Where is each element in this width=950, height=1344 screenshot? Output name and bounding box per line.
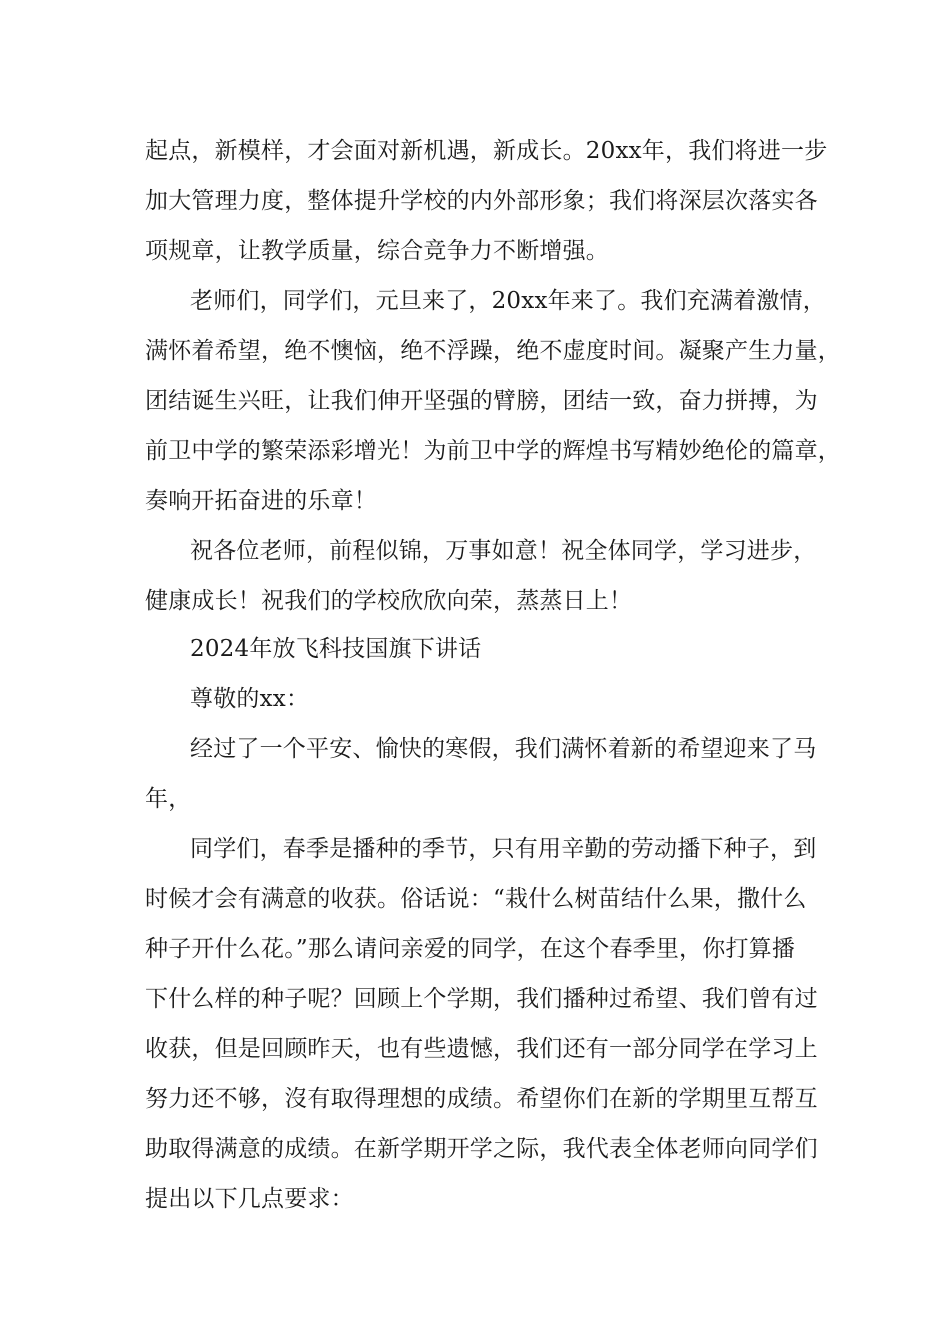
text-line: 年，	[145, 786, 192, 812]
text-line: 前卫中学的繁荣添彩增光！为前卫中学的辉煌书写精妙绝伦的篇章，	[145, 438, 841, 464]
text-line: 加大管理力度，整体提升学校的内外部形象；我们将深层次落实各	[145, 188, 818, 214]
text-line: 团结诞生兴旺，让我们伸开坚强的臂膀，团结一致，奋力拼搏，为	[145, 388, 818, 414]
text-line: 经过了一个平安、愉快的寒假，我们满怀着新的希望迎来了马	[190, 736, 817, 762]
text-line: 奏响开拓奋进的乐章！	[145, 488, 377, 514]
text-line: 满怀着希望，绝不懊恼，绝不浮躁，绝不虚度时间。凝聚产生力量，	[145, 338, 841, 364]
text-line: 同学们，春季是播种的季节，只有用辛勤的劳动播下种子，到	[190, 836, 817, 862]
text-line: 努力还不够，沒有取得理想的成绩。希望你们在新的学期里互帮互	[145, 1086, 818, 1112]
text-line: 提出以下几点要求：	[145, 1186, 354, 1212]
text-line: 起点，新模样，才会面对新机遇，新成长。20xx年，我们将进一步	[145, 138, 828, 164]
text-line: 助取得满意的成绩。在新学期开学之际，我代表全体老师向同学们	[145, 1136, 818, 1162]
text-line: 时候才会有满意的收获。俗话说：“栽什么树苗结什么果，撒什么	[145, 886, 807, 912]
text-line: 种子开什么花。”那么请问亲爱的同学，在这个春季里，你打算播	[145, 936, 796, 962]
text-line: 收获，但是回顾昨天，也有些遗憾，我们还有一部分同学在学习上	[145, 1036, 818, 1062]
salutation: 尊敬的xx：	[190, 686, 310, 712]
text-line: 老师们，同学们，元旦来了，20xx年来了。我们充满着激情，	[190, 288, 827, 314]
text-line: 项规章，让教学质量，综合竞争力不断增强。	[145, 238, 609, 264]
section-title: 2024年放飞科技国旗下讲话	[190, 636, 482, 662]
text-line: 健康成长！祝我们的学校欣欣向荣，蒸蒸日上！	[145, 588, 633, 614]
text-line: 下什么样的种子呢？回顾上个学期，我们播种过希望、我们曾有过	[145, 986, 818, 1012]
text-line: 祝各位老师，前程似锦，万事如意！祝全体同学，学习进步，	[190, 538, 817, 564]
